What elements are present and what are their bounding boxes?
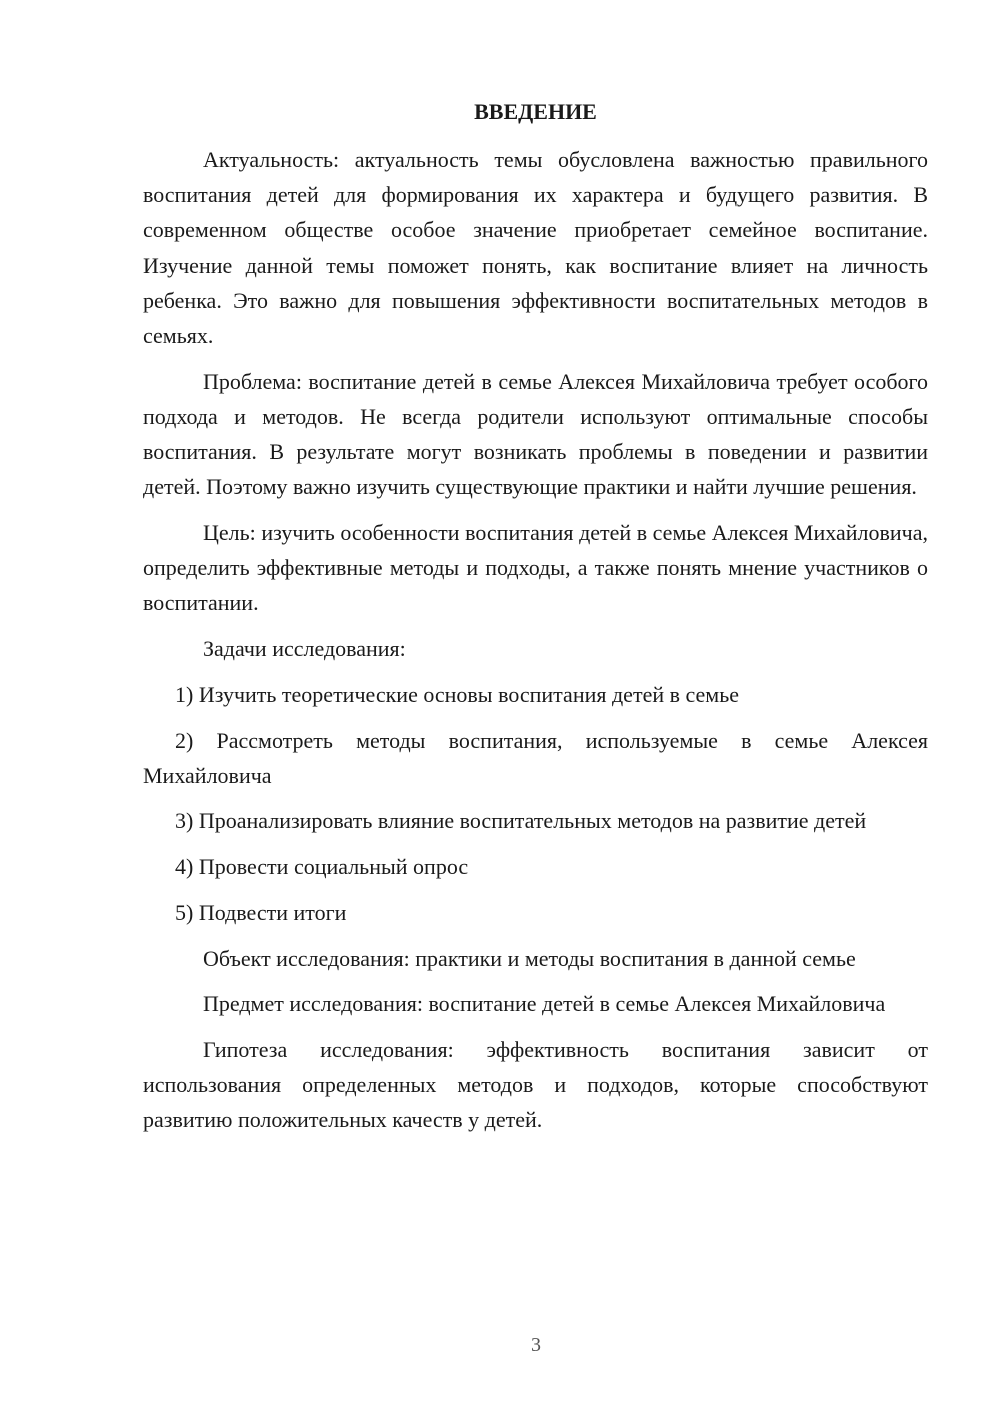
paragraph-subject: Предмет исследования: воспитание детей в семье Алексея Михайловича <box>203 991 886 1017</box>
task-item-3: 3) Проанализировать влияние воспитательных методов на развитие детей <box>175 808 867 834</box>
page-number: 3 <box>531 1334 541 1356</box>
task-item-4: 4) Провести социальный опрос <box>175 854 469 880</box>
paragraph-goal: Цель: изучить особенности воспитания детей в семье Алексея Михайловича, определить эффективные методы и подходы, а также понять мнение участников о воспитании. <box>143 520 928 616</box>
page-content <box>143 94 928 1148</box>
section-title: ВВЕДЕНИЕ <box>474 99 597 124</box>
paragraph-object: Объект исследования: практики и методы воспитания в данной семье <box>203 945 856 971</box>
task-item-1: 1) Изучить теоретические основы воспитания детей в семье <box>175 681 740 707</box>
task-item-5: 5) Подвести итоги <box>175 899 347 925</box>
paragraph-relevance: Актуальность: актуальность темы обусловлена важностью правильного воспитания детей для формирования их характера и будущего развития. В современном обществе особое значение приобретает семейное воспитание. Изучение данной темы поможет понять, как воспитание влияет на личность ребенка. Это важно для повышения эффективности воспитательных методов в семьях. <box>143 147 928 349</box>
paragraph-problem: Проблема: воспитание детей в семье Алексея Михайловича требует особого подхода и методов. Не всегда родители используют оптимальные способы воспитания. В результате могут возникать проблемы в поведении и развитии детей. Поэтому важно изучить существующие практики и найти лучшие решения. <box>143 368 928 500</box>
paragraph-hypothesis: Гипотеза исследования: эффективность воспитания зависит от использования определенных методов и подходов, которые способствуют развитию положительных качеств у детей. <box>143 1036 928 1133</box>
task-item-2: 2) Рассмотреть методы воспитания, используемые в семье Алексея Михайловича <box>143 727 928 788</box>
paragraph-tasks-heading: Задачи исследования: <box>203 636 406 662</box>
